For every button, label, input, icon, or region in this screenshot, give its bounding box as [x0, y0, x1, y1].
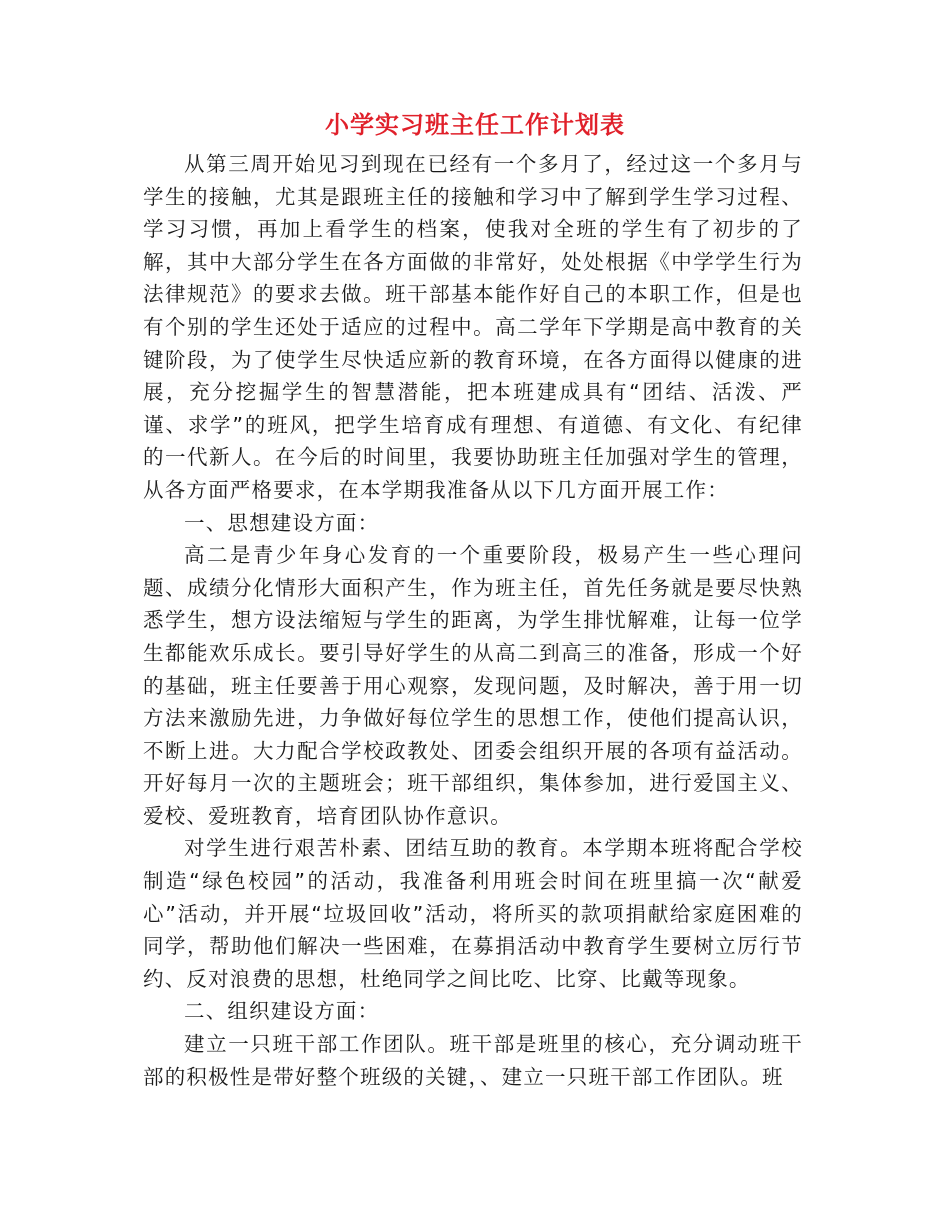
- paragraph-intro: 从第三周开始见习到现在已经有一个多月了，经过这一个多月与学生的接触，尤其是跟班主任的接触和学习中了解到学生学习过程、学习习惯，再加上看学生的档案，使我对全班的学生有了初步的了解，其中大部分学生在各方面做的非常好，处处根据《中学学生行为法律规范》的要求去做。班干部基本能作好自己的本职工作，但是也有个别的学生还处于适应的过程中。高二学年下学期是高中教育的关键阶段，为了使学生尽快适应新的教育环境，在各方面得以健康的进展，充分挖掘学生的智慧潜能，把本班建成具有“团结、活泼、严谨、求学”的班风，把学生培育成有理想、有道德、有文化、有纪律的一代新人。在今后的时间里，我要协助班主任加强对学生的管理，从各方面严格要求，在本学期我准备从以下几方面开展工作：: [143, 152, 803, 502]
- paragraph-organization: 建立一只班干部工作团队。班干部是班里的核心，充分调动班干部的积极性是带好整个班级的关键，、建立一只班干部工作团队。班: [143, 1032, 803, 1089]
- section-heading-organization: 二、组织建设方面：: [184, 999, 380, 1024]
- paragraph-hardship-education: 对学生进行艰苦朴素、团结互助的教育。本学期本班将配合学校制造“绿色校园”的活动，我准备利用班会时间在班里搞一次“献爱心”活动，并开展“垃圾回收”活动，将所买的款项捐献给家庭困难的同学，帮助他们解决一些困难，在募捐活动中教育学生要树立厉行节约、反对浪费的思想，杜绝同学之间比吃、比穿、比戴等现象。: [143, 836, 803, 991]
- document-title: 小学实习班主任工作计划表: [325, 110, 625, 139]
- section-heading-thought: 一、思想建设方面：: [184, 510, 380, 535]
- paragraph-thought: 高二是青少年身心发育的一个重要阶段，极易产生一些心理问题、成绩分化情形大面积产生，作为班主任，首先任务就是要尽快熟悉学生，想方设法缩短与学生的距离，为学生排忧解难，让每一位学生都能欢乐成长。要引导好学生的从高二到高三的准备，形成一个好的基础，班主任要善于用心观察，发现问题，及时解决，善于用一切方法来激励先进，力争做好每位学生的思想工作，使他们提高认识，不断上进。大力配合学校政教处、团委会组织开展的各项有益活动。开好每月一次的主题班会；班干部组织，集体参加，进行爱国主义、爱校、爱班教育，培育团队协作意识。: [143, 543, 803, 828]
- document-body: [143, 148, 803, 1093]
